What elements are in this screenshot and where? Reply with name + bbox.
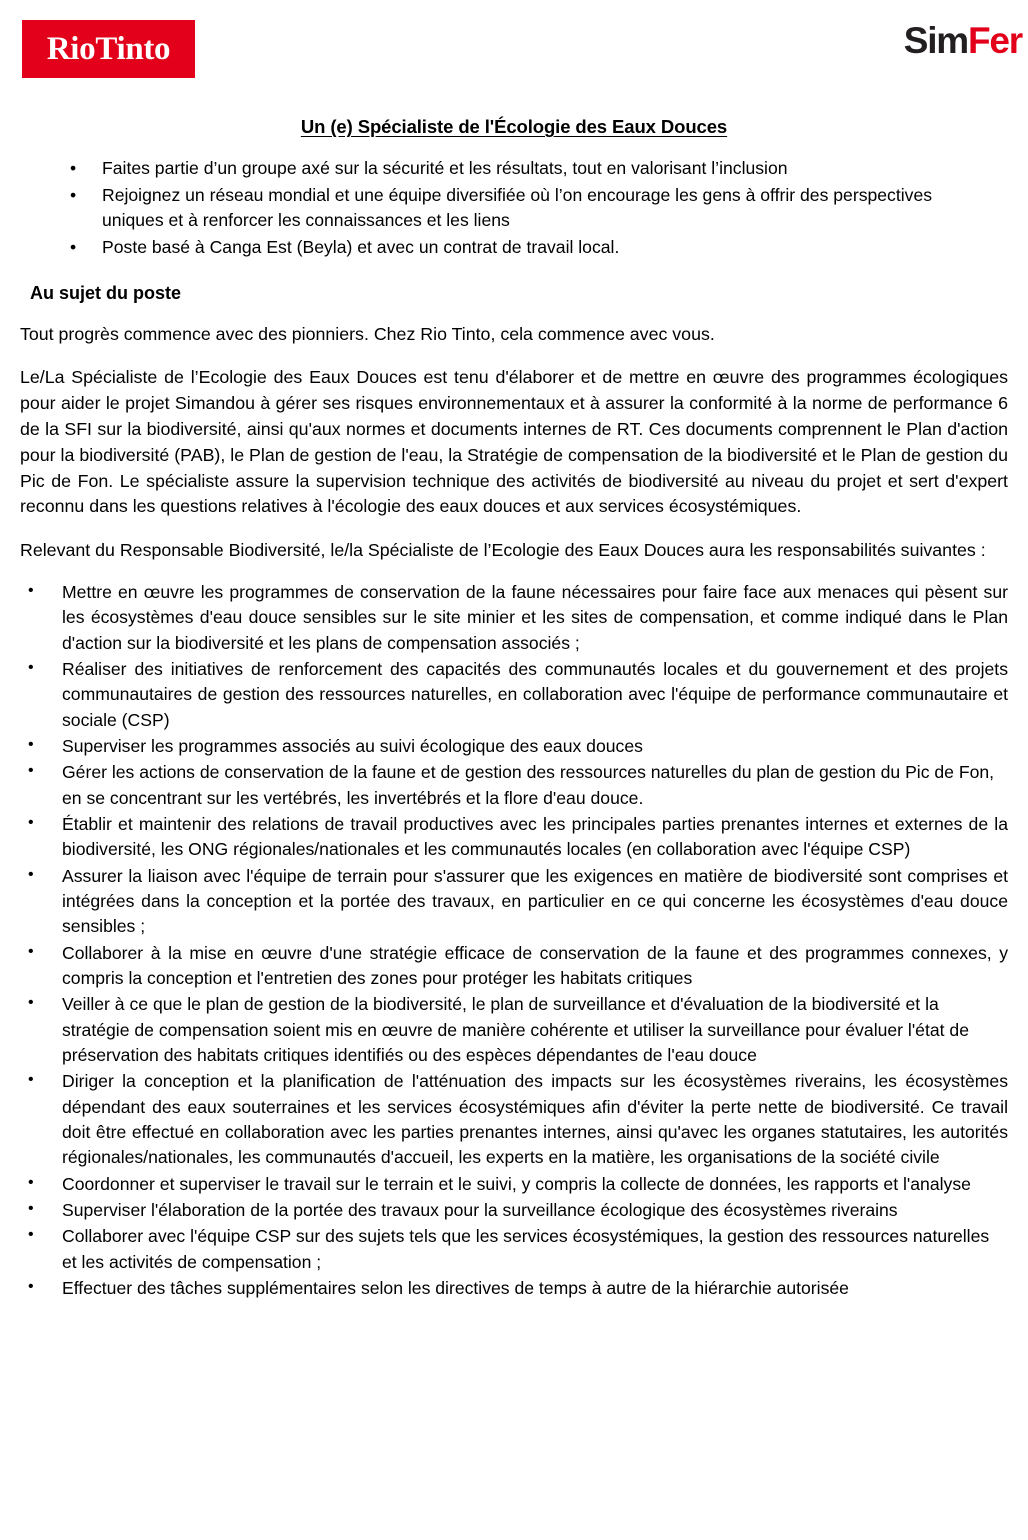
list-item [0,156,1028,181]
bullet-icon: • [28,942,34,960]
section-heading-about-role: Au sujet du poste [30,282,182,303]
document-header [0,0,1028,96]
bullet-icon: • [28,813,34,831]
list-item-text: Collaborer à la mise en œuvre d'une stratégie efficace de conservation de la faune et des programmes connexes, y compris la conception et l'entretien des zones pour protéger les habitats critiques [62,942,1008,988]
list-item-text: Poste basé à Canga Est (Beyla) et avec un contrat de travail local. [102,237,620,258]
list-item-text: Réaliser des initiatives de renforcement des capacités des communautés locales et du gouvernement et des projets communautaires de gestion des ressources naturelles, en collaboration avec l'équipe de performance communautaire et sociale (CSP) [62,658,1008,730]
simfer-logo [904,22,1022,59]
list-item [20,1276,1008,1301]
list-item-text: Veiller à ce que le plan de gestion de la biodiversité, le plan de surveillance et d'évaluation de la biodiversité et la stratégie de compensation soient mis en œuvre de manière cohérente et utiliser la surveillance pour évaluer l'état de préservation des habitats critiques identifiés ou des espèces dépendantes de l'eau douce [62,994,969,1065]
bullet-icon: • [70,158,77,178]
page-title [0,116,1028,138]
bullet-icon: • [28,1226,34,1244]
page-title-text: Un (e) Spécialiste de l'Écologie des Eaux Douces [300,116,728,137]
paragraph-reporting-line: Relevant du Responsable Biodiversité, le/la Spécialiste de l’Ecologie des Eaux Douces aura les responsabilités suivantes : [20,540,986,561]
bullet-icon: • [70,237,77,258]
list-item [20,734,1008,759]
list-item [20,864,1008,940]
list-item [20,941,1008,992]
list-item [20,760,1008,811]
rio-tinto-wordmark: RioTinto [46,30,171,67]
list-item-text: Établir et maintenir des relations de travail productives avec les principales parties prenantes internes et externes de la biodiversité, les ONG régionales/nationales et les communautés locales (en collaboration avec l'équipe CSP) [62,813,1008,860]
intro-bullet-list [0,156,1028,261]
list-item [20,1069,1008,1170]
bullet-icon: • [28,1277,34,1295]
list-item [20,1224,1008,1275]
bullet-icon: • [28,762,34,780]
paragraph-intro: Tout progrès commence avec des pionniers. Chez Rio Tinto, cela commence avec vous. [20,323,715,344]
bullet-icon: • [28,582,34,599]
list-item [20,1172,1008,1197]
bullet-icon: • [70,185,77,206]
list-item-text: Effectuer des tâches supplémentaires selon les directives de temps à autre de la hiérarchie autorisée [62,1277,849,1298]
list-item [0,183,1028,233]
responsibilities-list [20,580,1008,1301]
bullet-icon: • [28,658,34,676]
bullet-icon: • [28,1071,34,1089]
list-item [20,1198,1008,1223]
list-item-text: Coordonner et superviser le travail sur le terrain et le suivi, y compris la collecte de données, les rapports et l'analyse [62,1173,971,1194]
bullet-icon: • [28,735,34,753]
list-item [20,812,1008,863]
list-item [20,992,1008,1068]
bullet-icon: • [28,994,34,1012]
simfer-wordmark-fer: Fer [968,20,1022,61]
list-item-text: Superviser l'élaboration de la portée des travaux pour la surveillance écologique des écosystèmes riverains [62,1199,898,1220]
simfer-wordmark-sim: Sim [903,20,969,61]
list-item [20,580,1008,656]
list-item-text: Assurer la liaison avec l'équipe de terrain pour s'assurer que les exigences en matière de biodiversité sont comprises et intégrées dans la conception et la portée des travaux, en particulier en ce qui concerne les écosystèmes d'eau douce sensibles ; [62,865,1008,937]
paragraph-role-description: Le/La Spécialiste de l’Ecologie des Eaux Douces est tenu d'élaborer et de mettre en œuvre des programmes écologiques pour aider le projet Simandou à gérer ses risques environnementaux et à assurer la conformité à la norme de performance 6 de la SFI sur la biodiversité, ainsi qu'aux normes et documents internes de RT. Ces documents comprennent le Plan d'action pour la biodiversité (PAB), le Plan de gestion de l'eau, la Stratégie de compensation de la biodiversité et le Plan de gestion du Pic de Fon. Le spécialiste assure la supervision technique des activités de biodiversité au niveau du projet et sert d'expert reconnu dans les questions relatives à l'écologie des eaux douces et aux services écosystémiques. [20,367,1008,517]
list-item [20,657,1008,733]
list-item-text: Faites partie d’un groupe axé sur la sécurité et les résultats, tout en valorisant l’inclusion [102,158,788,178]
list-item-text: Collaborer avec l'équipe CSP sur des sujets tels que les services écosystémiques, la gestion des ressources naturelles et les activités de compensation ; [62,1226,990,1272]
list-item [0,235,1028,260]
list-item-text: Rejoignez un réseau mondial et une équipe diversifiée où l’on encourage les gens à offrir des perspectives uniques et à renforcer les connaissances et les liens [102,185,933,231]
rio-tinto-logo [22,20,195,78]
bullet-icon: • [28,865,34,883]
list-item-text: Superviser les programmes associés au suivi écologique des eaux douces [62,735,643,756]
list-item-text: Gérer les actions de conservation de la faune et de gestion des ressources naturelles du plan de gestion du Pic de Fon, en se concentrant sur les vertébrés, les invertébrés et la flore d'eau douce. [62,762,995,808]
list-item-text: Diriger la conception et la planification de l'atténuation des impacts sur les écosystèmes riverains, les écosystèmes dépendant des eaux souterraines et les services écosystémiques afin d'éviter la perte nette de biodiversité. Ce travail doit être effectué en collaboration avec les parties prenantes internes, ainsi qu'avec les organes statutaires, les autorités régionales/nationales, les communautés d'accueil, les experts en la matière, les organisations de la société civile [62,1071,1008,1168]
bullet-icon: • [28,1199,34,1217]
bullet-icon: • [28,1173,34,1191]
list-item-text: Mettre en œuvre les programmes de conservation de la faune nécessaires pour faire face aux menaces qui pèsent sur les écosystèmes d'eau douce sensibles sur le site minier et les sites de compensation, et comme indiqué dans le Plan d'action sur la biodiversité et les plans de compensation associés ; [62,582,1008,653]
